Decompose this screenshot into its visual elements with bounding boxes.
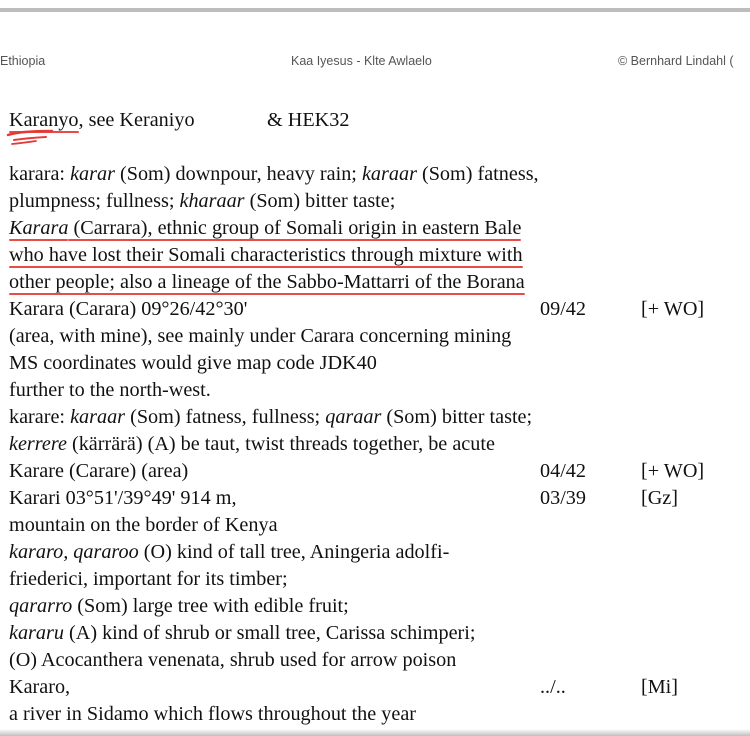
map-code: 09/42 — [540, 298, 586, 320]
gazetteer-text: Karanyo, see Keraniyo & HEK32 karara: karar (Som) downpour, heavy rain; karaar (Som) fatness, plumpness; fullness; kharaar (Som) bitter taste; Karara (Carrara), ethnic group of Somali origin in eastern Bale who have lost their Somali characteristics through mixture with other people; also a lineage of the Sabbo-Mattarri of the Borana Karara (Carara) 09°26/42°30' 09/42 [+ WO] (area, with mine), see mainly under Carara concerning mining MS coordinates would give map code JDK40 further to the north-west. karare: karaar (Som) fatness, fullness; qaraar (Som) bitter taste; kerrere (kärrärä) (A) be taut, twist threads together, be acute Karare (Carare) (area) 04/42 [+ WO] Karari 03°51'/39°49' 914 m, 03/39 [Gz] mountain on the border of Kenya kararo, qararoo (O) kind of tall tree, Aningeria adolfi- friederici, important for its timber; qararro (Som) large tree with edible fruit; kararu (A) kind of shrub or small tree, Carissa schimperi; (O) Acocanthera venenata, shrub used for arrow poison Kararo, ../.. [Mi] a river in Sidamo which flows throughout the year — [0, 0, 750, 736]
entry-qararro: qararro (Som) large tree with edible fruit; — [9, 595, 349, 617]
entry-karare: karare: karaar (Som) fatness, fullness; qaraar (Som) bitter taste; — [9, 406, 533, 428]
entry-kararo-place: Kararo, ../.. [Mi] — [9, 676, 679, 698]
header-title: Kaa Iyesus - Klte Awlaelo — [291, 54, 432, 68]
source-tag: [Mi] — [641, 676, 679, 698]
entry-word: Karanyo — [9, 109, 79, 131]
header-copyright: © Bernhard Lindahl ( — [618, 54, 734, 68]
entry-karara-4: who have lost their Somali characteristics through mixture with — [9, 244, 523, 266]
entry-kararo: kararo, qararoo (O) kind of tall tree, Aningeria adolfi- — [9, 541, 450, 563]
map-code: 03/39 — [540, 487, 586, 509]
source-tag: [Gz] — [641, 487, 678, 509]
source-tag: [+ WO] — [641, 460, 705, 482]
entry-karare-place: Karare (Carare) (area) 04/42 [+ WO] — [9, 460, 705, 482]
map-code: ../.. — [540, 676, 566, 698]
entry-karanyo: Karanyo, see Keraniyo & HEK32 — [9, 109, 350, 131]
entry-karara-place: Karara (Carara) 09°26/42°30' 09/42 [+ WO] — [9, 298, 705, 320]
entry-karara-2: plumpness; fullness; kharaar (Som) bitter taste; — [9, 190, 396, 212]
source-tag: [+ WO] — [641, 298, 705, 320]
header-country: Ethiopia — [0, 54, 46, 68]
entry-ref: & HEK32 — [267, 109, 350, 131]
entry-karara-5: other people; also a lineage of the Sabbo-Mattarri of the Borana — [9, 271, 525, 293]
entry-karara-1: karara: karar (Som) downpour, heavy rain; karaar (Som) fatness, — [9, 163, 539, 185]
bottom-border — [0, 729, 750, 736]
entry-kararu: kararu (A) kind of shrub or small tree, Carissa schimperi; — [9, 622, 476, 644]
entry-karara-3: Karara (Carrara), ethnic group of Somali origin in eastern Bale — [9, 217, 522, 239]
map-code: 04/42 — [540, 460, 586, 482]
entry-karari-place: Karari 03°51'/39°49' 914 m, 03/39 [Gz] — [9, 487, 678, 509]
